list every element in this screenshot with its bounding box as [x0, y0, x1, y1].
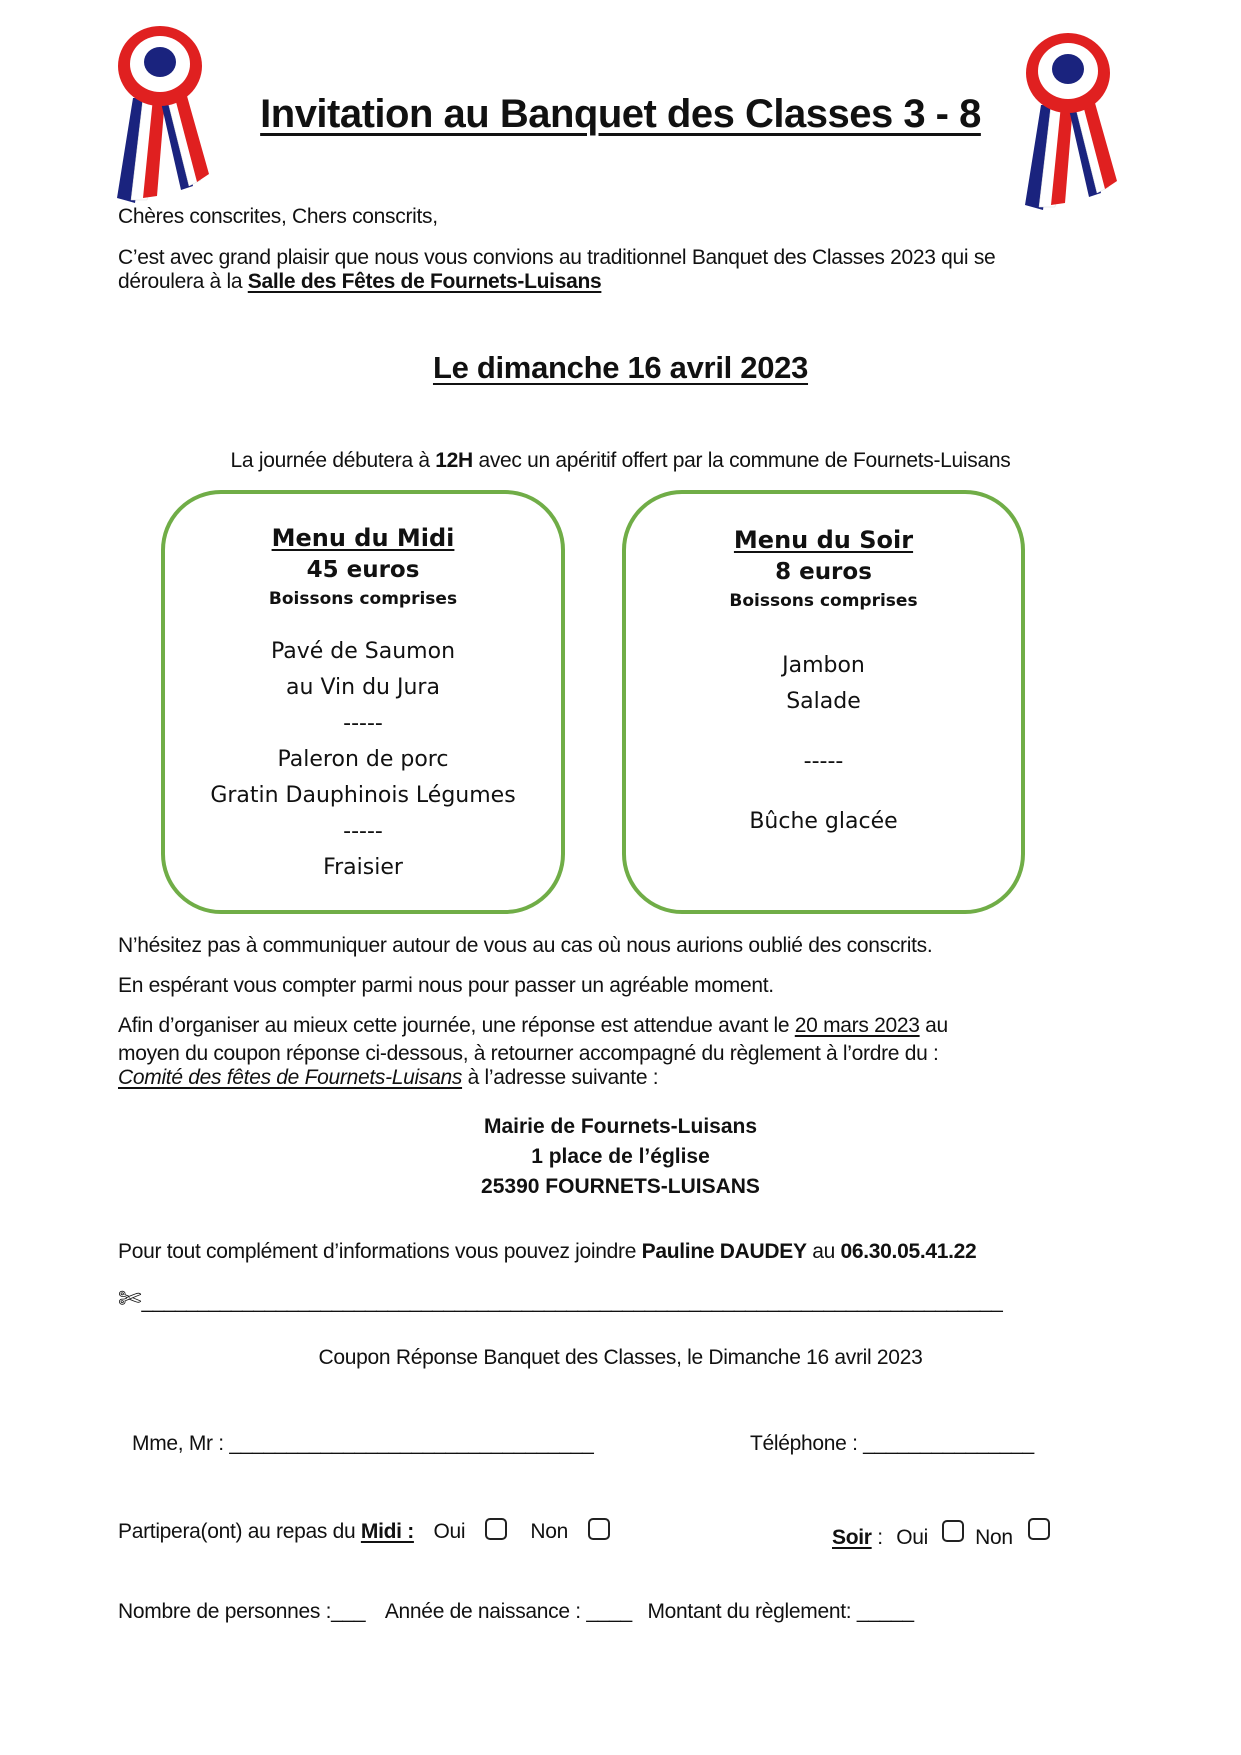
details-row	[118, 1600, 1168, 1624]
menu-midi-title: Menu du Midi	[271, 524, 455, 552]
intro-line-2-prefix: déroulera à la	[118, 270, 248, 293]
menu-midi-item: Gratin Dauphinois Légumes	[210, 783, 516, 808]
midi-label: Midi :	[360, 1520, 414, 1543]
menu-soir-item: Salade	[786, 689, 861, 714]
name-field-row	[132, 1432, 593, 1456]
scissors-icon: ✄	[118, 1282, 142, 1315]
event-date-text: Le dimanche 16 avril 2023	[432, 350, 809, 385]
menu-midi-item: Pavé de Saumon	[270, 639, 456, 664]
payee-name: Comité des fêtes de Fournets-Luisans	[118, 1066, 463, 1089]
menu-midi-item: au Vin du Jura	[286, 675, 440, 700]
paragraph-response	[118, 1014, 1148, 1090]
start-suffix: avec un apéritif offert par la commune de Fournets-Luisans	[472, 449, 1011, 472]
midi-non-label: Non	[530, 1520, 568, 1543]
name-field[interactable]: ________________________________	[229, 1432, 594, 1455]
amount-label: Montant du règlement:	[647, 1600, 857, 1623]
menu-midi-drinks: Boissons comprises	[268, 589, 458, 609]
name-label: Mme, Mr :	[132, 1432, 230, 1455]
attendance-row	[118, 1518, 610, 1544]
menu-soir-separator: -----	[803, 749, 844, 774]
menu-midi-item: Fraisier	[323, 855, 403, 880]
soir-oui-label: Oui	[896, 1526, 929, 1549]
menu-soir-item: Jambon	[782, 653, 865, 678]
response-text-d: à l’adresse suivante :	[462, 1066, 659, 1089]
cut-line-row	[118, 1282, 1002, 1315]
menu-soir-drinks: Boissons comprises	[729, 591, 918, 611]
menu-midi-price: 45 euros	[306, 557, 420, 583]
intro-paragraph	[118, 246, 1138, 294]
menu-midi-box	[161, 490, 565, 914]
contact-prefix: Pour tout complément d’informations vous pouvez joindre	[118, 1240, 642, 1263]
menu-soir-item: Bûche glacée	[749, 809, 898, 834]
intro-line-1: C’est avec grand plaisir que nous vous convions au traditionnel Banquet des Classes 2023 qui se	[118, 246, 996, 269]
phone-field[interactable]: _______________	[863, 1432, 1034, 1455]
birth-year-label: Année de naissance :	[384, 1600, 587, 1623]
midi-oui-checkbox[interactable]	[485, 1518, 507, 1540]
response-line-3	[118, 1066, 1148, 1090]
soir-attendance-row	[832, 1518, 1050, 1550]
greeting: Chères conscrites, Chers conscrits,	[118, 205, 438, 228]
mailing-address	[0, 1112, 1241, 1202]
soir-non-checkbox[interactable]	[1028, 1518, 1050, 1540]
soir-colon: :	[871, 1526, 889, 1549]
page-title	[0, 92, 1241, 137]
birth-year-field[interactable]: ____	[586, 1600, 632, 1623]
amount-field[interactable]: _____	[856, 1600, 914, 1623]
contact-name: Pauline DAUDEY	[641, 1240, 807, 1263]
venue-name: Salle des Fêtes de Fournets-Luisans	[247, 270, 602, 293]
address-line-2: 1 place de l’église	[531, 1145, 710, 1168]
response-text-a: Afin d’organiser au mieux cette journée, une réponse est attendue avant le	[118, 1014, 795, 1037]
start-time-line	[0, 449, 1241, 473]
address-line-3: 25390 FOURNETS-LUISANS	[481, 1175, 760, 1198]
cut-line: _____________________________________________________________________________	[141, 1290, 1003, 1313]
contact-mid: au	[806, 1240, 841, 1263]
contact-phone: 06.30.05.41.22	[840, 1240, 977, 1263]
paragraph-share: N’hésitez pas à communiquer autour de vous au cas où nous aurions oublié des conscrits.	[118, 934, 933, 957]
response-deadline: 20 mars 2023	[794, 1014, 920, 1037]
response-line-1	[118, 1014, 1148, 1038]
paragraph-hope: En espérant vous compter parmi nous pour passer un agréable moment.	[118, 974, 774, 997]
start-prefix: La journée débutera à	[230, 449, 436, 472]
soir-non-label: Non	[975, 1526, 1013, 1549]
contact-line	[118, 1240, 976, 1264]
start-time: 12H	[435, 449, 473, 472]
midi-non-checkbox[interactable]	[588, 1518, 610, 1540]
intro-line-2	[118, 270, 1138, 294]
coupon-title: Coupon Réponse Banquet des Classes, le Dimanche 16 avril 2023	[318, 1346, 923, 1369]
menu-soir-price: 8 euros	[775, 559, 872, 585]
menu-soir-box	[622, 490, 1025, 914]
menu-midi-separator: -----	[343, 819, 383, 844]
response-line-2: moyen du coupon réponse ci-dessous, à retourner accompagné du règlement à l’ordre du :	[118, 1042, 939, 1065]
midi-oui-label: Oui	[433, 1520, 466, 1543]
phone-field-row	[750, 1432, 1034, 1456]
page-title-text: Invitation au Banquet des Classes 3 - 8	[260, 92, 981, 136]
event-date-heading	[0, 350, 1241, 386]
menu-midi-item: Paleron de porc	[277, 747, 449, 772]
menu-midi-separator: -----	[343, 711, 383, 736]
persons-field[interactable]: ___	[331, 1600, 366, 1623]
response-text-b: au	[919, 1014, 948, 1037]
address-line-1: Mairie de Fournets-Luisans	[483, 1115, 758, 1138]
soir-oui-checkbox[interactable]	[942, 1520, 964, 1542]
soir-label: Soir	[832, 1526, 872, 1549]
attendance-label: Partipera(ont) au repas du	[118, 1520, 361, 1543]
menu-soir-title: Menu du Soir	[733, 526, 914, 554]
persons-label: Nombre de personnes :	[118, 1600, 332, 1623]
phone-label: Téléphone :	[750, 1432, 864, 1455]
